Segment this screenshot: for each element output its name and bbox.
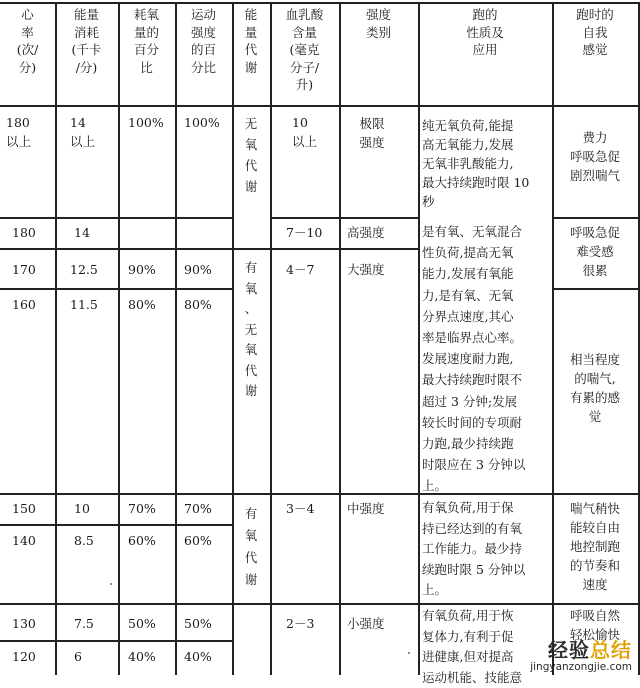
row6-oxygen: 60% (128, 533, 156, 548)
header-intensity: 运动 强度 的百 分比 (190, 7, 216, 75)
row3-intensity: 90% (184, 262, 212, 277)
header-nature: 跑的 性质及 应用 (466, 7, 504, 57)
scan-speck (110, 583, 112, 585)
row7-oxygen: 50% (128, 616, 156, 631)
row8-oxygen: 40% (128, 649, 156, 664)
row1-oxygen: 100% (128, 115, 164, 130)
row7-intensity: 50% (184, 616, 212, 631)
watermark (530, 634, 632, 673)
row2-energy: 14 (74, 225, 90, 240)
row8-energy: 6 (74, 649, 82, 664)
row3-oxygen: 90% (128, 262, 156, 277)
row4-heart-rate: 160 (12, 297, 36, 312)
rule-row6 (0, 524, 232, 526)
row6-intensity: 60% (184, 533, 212, 548)
row1-energy: 14 以上 (70, 115, 96, 149)
header-lactate: 血乳酸 含量 (毫克 分子/ 升) (285, 7, 324, 92)
row3-lactate: 4－7 (286, 262, 315, 277)
header-metabolism: 能 量 代 谢 (244, 7, 258, 75)
feeling-medium: 喘气稍快 能较自由 地控制跑 的节奏和 速度 (569, 501, 620, 592)
row1-heart-rate: 180 以上 (6, 115, 32, 149)
category-medium: 中强度 (347, 501, 385, 516)
metabolism-mixed: 有 氧 、 无 氧 代 谢 (244, 260, 258, 398)
row5-oxygen: 70% (128, 501, 156, 516)
feeling-extreme: 费力 呼吸急促 剧烈喘气 (569, 130, 620, 183)
watermark-url: jingyanzongjie.com (530, 661, 632, 673)
rule-row1-b (270, 217, 418, 219)
header-feeling: 跑时的 自我 感觉 (576, 7, 614, 57)
row1-lactate: 10 以上 (292, 115, 318, 149)
feeling-high: 呼吸急促 难受感 很累 (569, 225, 620, 278)
rule-row3 (0, 288, 232, 290)
nature-extreme: 纯无氧负荷,能提 高无氧能力,发展 无氧非乳酸能力, 最大持续跑时限 10 秒 (422, 118, 530, 209)
col-rule-9 (638, 2, 640, 675)
feeling-large: 相当程度 的喘气, 有累的感 觉 (569, 352, 620, 424)
category-small: 小强度 (347, 616, 385, 631)
col-rule-6 (339, 2, 341, 675)
rule-feel2 (552, 288, 640, 290)
row8-intensity: 40% (184, 649, 212, 664)
header-oxygen: 耗氧 量的 百分 比 (133, 7, 159, 75)
row5-intensity: 70% (184, 501, 212, 516)
nature-small: 有氧负荷,用于恢 复体力,有利于促 进健康,但对提高 运动机能、技能意 (422, 608, 523, 685)
row5-energy: 10 (74, 501, 90, 516)
row3-energy: 12.5 (70, 262, 98, 277)
row1-intensity: 100% (184, 115, 220, 130)
rule-row2 (0, 248, 418, 250)
col-rule-5 (270, 2, 272, 675)
row6-energy: 8.5 (74, 533, 94, 548)
header-energy: 能量 消耗 (千卡 /分) (71, 7, 102, 75)
row7-energy: 7.5 (74, 616, 94, 631)
nature-medium: 有氧负荷,用于保 持已经达到的有氧 工作能力。最少持 续跑时限 5 分钟以 上。 (422, 500, 526, 597)
category-high: 高强度 (347, 225, 385, 240)
row3-heart-rate: 170 (12, 262, 36, 277)
row8-heart-rate: 120 (12, 649, 36, 664)
col-rule-3 (175, 2, 177, 675)
header-heart-rate: 心 率 (次/ 分) (16, 7, 39, 75)
rule-header (0, 105, 640, 107)
row2-heart-rate: 180 (12, 225, 36, 240)
header-category: 强度 类别 (365, 7, 391, 40)
rule-row7 (0, 603, 640, 605)
row2-lactate: 7－10 (286, 225, 323, 240)
scan-speck (408, 652, 410, 654)
row5-heart-rate: 150 (12, 501, 36, 516)
rule-row1 (0, 217, 232, 219)
feeling-small: 呼吸自然 轻松愉快 (569, 608, 620, 642)
row4-oxygen: 80% (128, 297, 156, 312)
metabolism-anaerobic: 无 氧 代 谢 (244, 116, 258, 194)
row7-lactate: 2－3 (286, 616, 315, 631)
category-large: 大强度 (347, 262, 385, 277)
category-extreme: 极限 强度 (359, 116, 385, 150)
row5-lactate: 3－4 (286, 501, 315, 516)
col-rule-7 (418, 2, 420, 675)
row7-heart-rate: 130 (12, 616, 36, 631)
row4-intensity: 80% (184, 297, 212, 312)
rule-row1-c (552, 217, 640, 219)
rule-row8 (0, 640, 232, 642)
col-rule-1 (55, 2, 57, 675)
rule-top (0, 2, 640, 4)
row4-energy: 11.5 (70, 297, 98, 312)
rule-row5 (0, 493, 640, 495)
watermark-logo: 经验总结 (548, 638, 632, 662)
metabolism-aerobic: 有 氧 代 谢 (244, 506, 258, 587)
nature-mixed: 是有氧、无氧混合 性负荷,提高无氧 能力,发展有氧能 力,是有氧、无氧 分界点速度,其心 率是临界点心率。 发展速度耐力跑, 最大持续跑时限不 超过 3 分钟;发展 较长时间的专项耐 力跑,最少持续跑 时限应在 3 分钟以 上。 (422, 224, 526, 494)
col-rule-2 (118, 2, 120, 675)
row6-heart-rate: 140 (12, 533, 36, 548)
